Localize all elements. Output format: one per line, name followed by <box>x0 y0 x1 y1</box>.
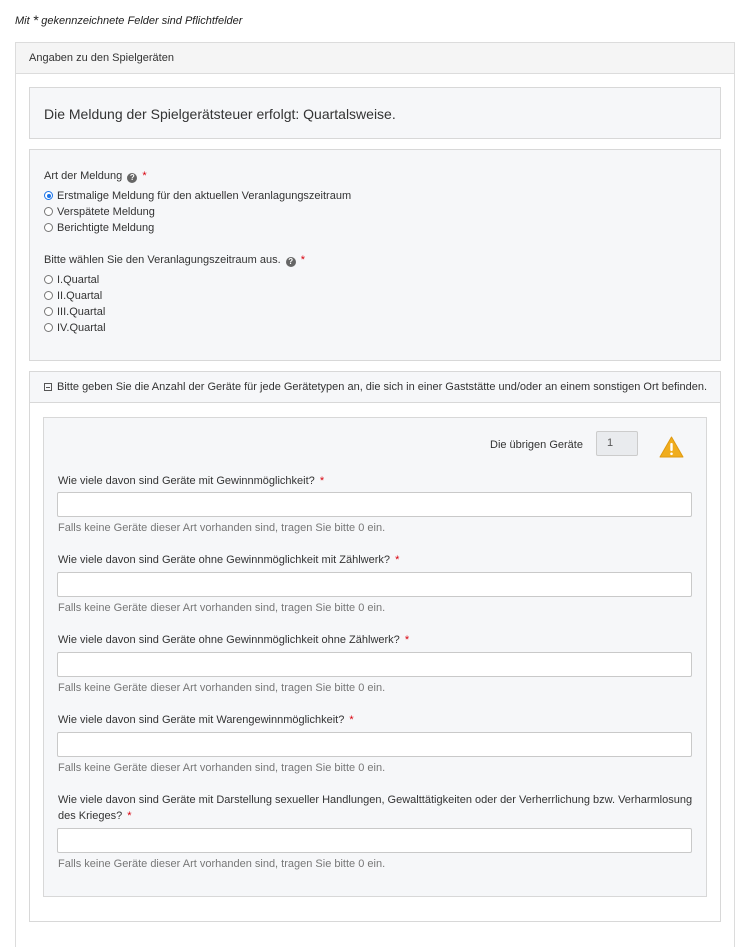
required-fields-note <box>15 12 242 28</box>
radio-label: III.Quartal <box>57 306 106 318</box>
hint-text: Falls keine Geräte dieser Art vorhanden sind, tragen Sie bitte 0 ein. <box>58 762 386 774</box>
report-type-label-text: Art der Meldung <box>44 170 123 182</box>
remaining-devices-field: 1 <box>596 431 638 456</box>
required-asterisk: * <box>395 554 400 566</box>
question-label-2 <box>58 552 698 568</box>
required-note-prefix: Mit <box>15 15 30 27</box>
panel-title: Angaben zu den Spielgeräten <box>16 43 734 74</box>
radio-button[interactable] <box>44 323 53 332</box>
question-text: Wie viele davon sind Geräte mit Darstellung sexueller Handlungen, Gewalttätigkeiten oder der Verherrlichung bzw. Verharmlosung des Krieges? <box>58 794 693 822</box>
input-devices-no-prize-no-counter[interactable] <box>57 652 692 677</box>
question-label-3 <box>58 632 698 648</box>
device-count-panel <box>29 371 721 922</box>
radio-button[interactable] <box>44 191 53 200</box>
report-settings-box <box>29 149 721 361</box>
hint-text: Falls keine Geräte dieser Art vorhanden sind, tragen Sie bitte 0 ein. <box>58 602 386 614</box>
radio-label: Berichtigte Meldung <box>57 222 155 234</box>
radio-label: I.Quartal <box>57 274 100 286</box>
question-text: Wie viele davon sind Geräte mit Gewinnmöglichkeit? <box>58 475 315 487</box>
device-count-header[interactable] <box>30 372 720 403</box>
required-note-star: * <box>32 12 39 28</box>
info-message: Die Meldung der Spielgerätsteuer erfolgt: Quartalsweise. <box>29 87 721 139</box>
radio-button[interactable] <box>44 207 53 216</box>
radio-button[interactable] <box>44 223 53 232</box>
radio-quarter-2[interactable] <box>44 288 102 304</box>
required-asterisk: * <box>349 714 354 726</box>
radio-initial-report[interactable] <box>44 188 351 204</box>
radio-label: II.Quartal <box>57 290 103 302</box>
question-text: Wie viele davon sind Geräte ohne Gewinnmöglichkeit mit Zählwerk? <box>58 554 390 566</box>
required-asterisk: * <box>300 254 306 266</box>
radio-label: IV.Quartal <box>57 322 106 334</box>
warning-icon <box>659 436 684 458</box>
input-devices-no-prize-with-counter[interactable] <box>57 572 692 597</box>
radio-label: Verspätete Meldung <box>57 206 155 218</box>
input-devices-violent-content[interactable] <box>57 828 692 853</box>
help-icon[interactable]: ? <box>286 257 296 267</box>
radio-quarter-1[interactable] <box>44 272 99 288</box>
required-asterisk: * <box>127 810 132 822</box>
report-type-label <box>44 170 147 183</box>
question-label-1 <box>58 473 698 489</box>
radio-label: Erstmalige Meldung für den aktuellen Veranlagungszeitraum <box>57 190 352 202</box>
device-count-title: Bitte geben Sie die Anzahl der Geräte für jede Gerätetypen an, die sich in einer Gaststätte und/oder an einem sonstigen Ort befinden. <box>57 381 708 393</box>
question-label-5 <box>58 792 698 824</box>
question-text: Wie viele davon sind Geräte mit Warengewinnmöglichkeit? <box>58 714 345 726</box>
hint-text: Falls keine Geräte dieser Art vorhanden sind, tragen Sie bitte 0 ein. <box>58 858 386 870</box>
input-devices-with-prize[interactable] <box>57 492 692 517</box>
period-label-text: Bitte wählen Sie den Veranlagungszeitraum aus. <box>44 254 281 266</box>
required-asterisk: * <box>404 634 410 646</box>
help-icon[interactable]: ? <box>127 173 137 183</box>
radio-button[interactable] <box>44 307 53 316</box>
radio-button[interactable] <box>44 275 53 284</box>
required-note-suffix: gekennzeichnete Felder sind Pflichtfelder <box>41 15 243 27</box>
radio-quarter-3[interactable] <box>44 304 105 320</box>
input-devices-goods-prize[interactable] <box>57 732 692 757</box>
period-label <box>44 254 305 267</box>
radio-button[interactable] <box>44 291 53 300</box>
hint-text: Falls keine Geräte dieser Art vorhanden sind, tragen Sie bitte 0 ein. <box>58 682 386 694</box>
collapse-icon[interactable] <box>44 383 52 391</box>
radio-late-report[interactable] <box>44 204 155 220</box>
device-details-panel <box>15 42 735 947</box>
hint-text: Falls keine Geräte dieser Art vorhanden sind, tragen Sie bitte 0 ein. <box>58 522 386 534</box>
radio-corrected-report[interactable] <box>44 220 154 236</box>
radio-quarter-4[interactable] <box>44 320 106 336</box>
question-text: Wie viele davon sind Geräte ohne Gewinnmöglichkeit ohne Zählwerk? <box>58 634 400 646</box>
required-asterisk: * <box>142 170 147 182</box>
device-count-form <box>43 417 707 897</box>
required-asterisk: * <box>319 475 325 487</box>
remaining-devices-label: Die übrigen Geräte <box>490 439 583 451</box>
question-label-4 <box>58 712 698 728</box>
